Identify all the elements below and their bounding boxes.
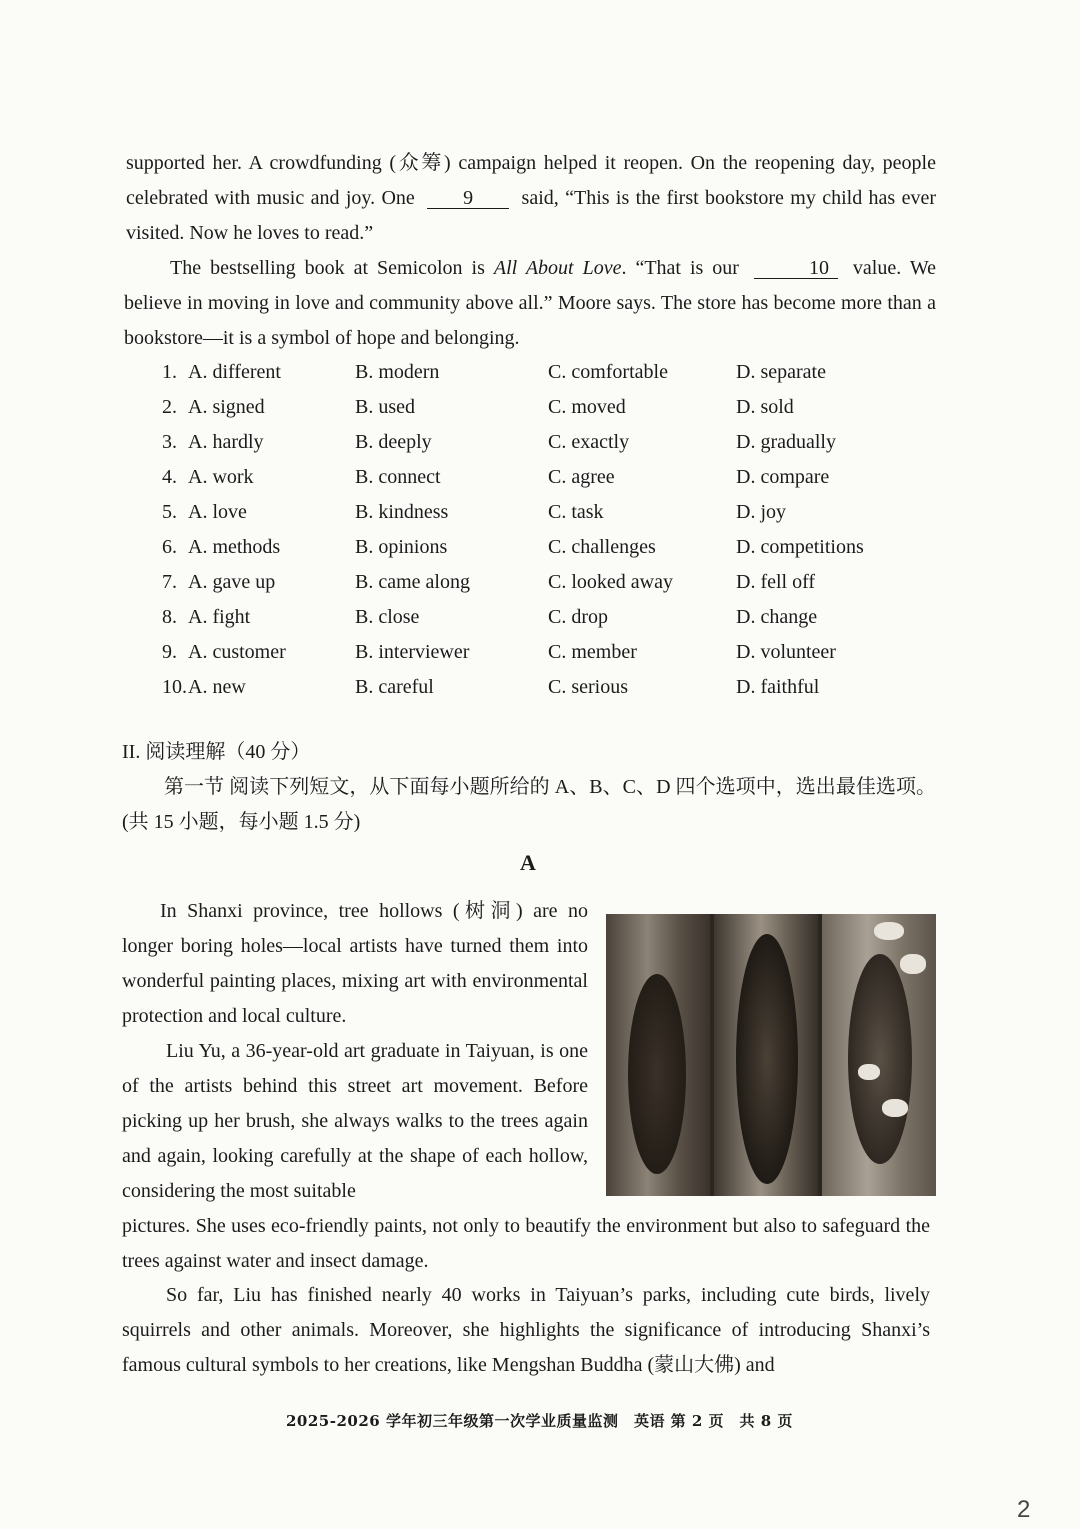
page-number: 2: [1017, 1496, 1031, 1523]
option-b: B. close: [355, 606, 420, 628]
question-number: 1.: [162, 361, 177, 383]
option-b: B. interviewer: [355, 641, 470, 663]
option-d: D. competitions: [736, 536, 864, 558]
option-a: A. different: [188, 361, 281, 383]
option-row: [162, 460, 922, 495]
option-d: D. separate: [736, 361, 826, 383]
option-row: [162, 670, 922, 705]
book-title: All About Love: [493, 257, 622, 279]
option-d: D. joy: [736, 501, 786, 523]
cloud-pattern: [882, 1099, 908, 1117]
option-c: C. task: [548, 501, 604, 523]
option-b: B. kindness: [355, 501, 449, 523]
option-d: D. faithful: [736, 676, 820, 698]
option-c: C. looked away: [548, 571, 673, 593]
option-a: A. gave up: [188, 571, 276, 593]
cloze-text: supported her. A crowdfunding (众筹) campaign helped it reopen. On the reopening day, people celebrated with music and joy. One: [126, 152, 936, 209]
option-d: D. volunteer: [736, 641, 836, 663]
option-d: D. gradually: [736, 431, 836, 453]
painted-hollow-1: [628, 974, 686, 1174]
section-instruction: 第一节 阅读下列短文，从下面每小题所给的 A、B、C、D 四个选项中，选出最佳选项。(共 15 小题，每小题 1.5 分): [122, 776, 936, 833]
question-number: 3.: [162, 431, 177, 453]
cloze-text: said, “This is the first bookstore my child has ever visited. Now he loves to read.”: [126, 187, 937, 244]
cloze-text: . “That is our: [621, 257, 748, 279]
cloze-text: The bestselling book at Semicolon is: [170, 257, 494, 279]
option-a: A. methods: [188, 536, 281, 558]
question-number: 5.: [162, 501, 177, 523]
question-number: 10.: [162, 676, 187, 698]
passage-paragraph-1: In Shanxi province, tree hollows (树洞) are no longer boring holes—local artists have turned them into wonderful painting places, mixing art with environmental protection and local culture.: [122, 900, 588, 1027]
option-b: B. came along: [355, 571, 470, 593]
option-b: B. careful: [355, 676, 434, 698]
option-a: A. love: [188, 501, 247, 523]
tree-trunk-2: [714, 914, 818, 1196]
cloud-pattern: [900, 954, 926, 974]
page-footer: 2025-2026 学年初三年级第一次学业质量监测 英语 第 2 页 共 8 页: [286, 1412, 793, 1430]
question-number: 2.: [162, 396, 177, 418]
cloud-pattern: [874, 922, 904, 940]
option-c: C. drop: [548, 606, 608, 628]
cloze-text: value. We believe in moving in love and community above all.” Moore says. The store has become more than a bookstore—it is a symbol of hope and belonging.: [124, 257, 937, 349]
option-c: C. member: [548, 641, 637, 663]
painted-hollow-2: [736, 934, 798, 1184]
option-row: [162, 635, 922, 670]
question-number: 7.: [162, 571, 177, 593]
option-c: C. comfortable: [548, 361, 668, 383]
cloze-paragraph-2: [124, 251, 936, 356]
option-a: A. customer: [188, 641, 286, 663]
option-row: [162, 530, 922, 565]
option-a: A. new: [188, 676, 246, 698]
option-row: [162, 600, 922, 635]
section-heading: II. 阅读理解（40 分）: [122, 741, 311, 763]
question-number: 4.: [162, 466, 177, 488]
option-row: [162, 495, 922, 530]
passage-label: A: [520, 850, 536, 875]
question-number: 9.: [162, 641, 177, 663]
option-b: B. deeply: [355, 431, 432, 453]
option-a: A. hardly: [188, 431, 264, 453]
tree-trunk-1: [606, 914, 710, 1196]
cloze-blank-9: 9: [427, 188, 509, 209]
option-b: B. modern: [355, 361, 440, 383]
option-row: [162, 355, 922, 390]
option-b: B. used: [355, 396, 415, 418]
tree-hollow-photo: [606, 914, 936, 1196]
option-d: D. sold: [736, 396, 794, 418]
question-number: 6.: [162, 536, 177, 558]
painted-hollow-3: [848, 954, 912, 1164]
option-d: D. fell off: [736, 571, 816, 593]
option-a: A. fight: [188, 606, 251, 628]
tree-trunk-3: [822, 914, 936, 1196]
option-row: [162, 390, 922, 425]
option-b: B. connect: [355, 466, 441, 488]
option-row: [162, 425, 922, 460]
passage-paragraph-3: So far, Liu has finished nearly 40 works in Taiyuan’s parks, including cute birds, lively squirrels and other animals. Moreover, she highlights the significance of introducing Shanxi’s famous cultural symbols to her creations, like Mengshan Buddha (蒙山大佛) and: [122, 1284, 930, 1376]
cloze-paragraph-1: [126, 146, 936, 251]
option-c: C. exactly: [548, 431, 630, 453]
question-number: 8.: [162, 606, 177, 628]
passage-paragraph-2: Liu Yu, a 36-year-old art graduate in Taiyuan, is one of the artists behind this street art movement. Before picking up her brush, she always walks to the trees again and again, looking carefully at the shape of each hollow, considering the most suitable: [122, 1040, 588, 1202]
option-a: A. signed: [188, 396, 265, 418]
cloze-options: [162, 355, 922, 705]
cloze-blank-10: 10: [754, 258, 838, 279]
option-b: B. opinions: [355, 536, 448, 558]
cloud-pattern: [858, 1064, 880, 1080]
option-row: [162, 565, 922, 600]
option-c: C. moved: [548, 396, 626, 418]
option-c: C. challenges: [548, 536, 656, 558]
option-c: C. agree: [548, 466, 615, 488]
passage-paragraph-2-cont: pictures. She uses eco-friendly paints, not only to beautify the environment but also to safeguard the trees against water and insect damage.: [122, 1215, 930, 1272]
option-d: D. compare: [736, 466, 830, 488]
option-a: A. work: [188, 466, 254, 488]
option-d: D. change: [736, 606, 818, 628]
option-c: C. serious: [548, 676, 628, 698]
